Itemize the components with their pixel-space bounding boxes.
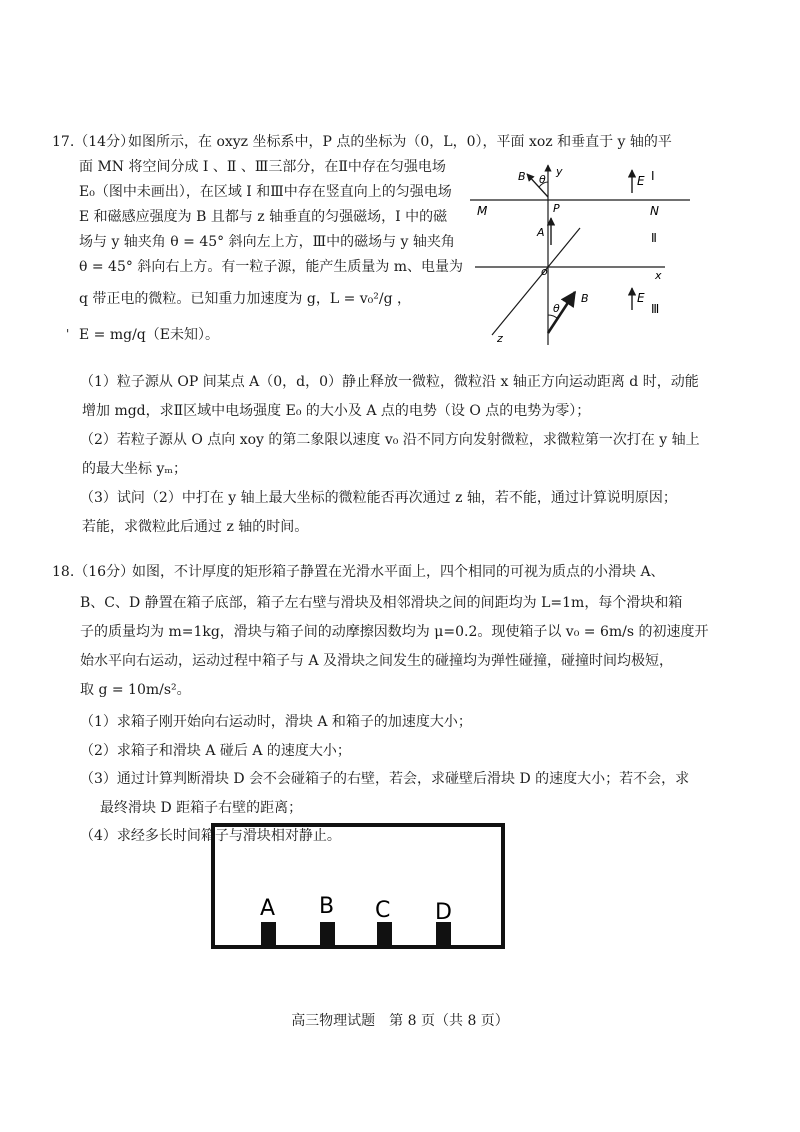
q17-line8: E = mg/q（E未知）。 bbox=[79, 327, 219, 343]
q18-line2: B、C、D 静置在箱子底部，箱子左右壁与滑块及相邻滑块之间的间距均为 L=1m，每个滑块和箱 bbox=[80, 595, 683, 611]
slider-d bbox=[436, 922, 451, 945]
label-slider-c: C bbox=[375, 898, 391, 923]
label-region-1: Ⅰ bbox=[651, 169, 655, 183]
q18-stem bbox=[80, 589, 709, 705]
label-theta-lower: θ bbox=[553, 302, 560, 315]
q17-line1: 如图所示，在 oxyz 坐标系中，P 点的坐标为（0，L，0），平面 xoz 和垂直于 y 轴的平 bbox=[128, 134, 672, 150]
label-region-2: Ⅱ bbox=[651, 231, 657, 245]
label-a: A bbox=[537, 226, 545, 239]
q18-sub1: （1）求箱子刚开始向右运动时，滑块 A 和箱子的加速度大小； bbox=[80, 714, 472, 730]
slider-a bbox=[261, 922, 276, 945]
box-outline bbox=[213, 825, 503, 947]
label-slider-d: D bbox=[435, 900, 452, 925]
label-b-upper: B bbox=[518, 170, 526, 183]
q18-line1: 如图，不计厚度的矩形箱子静置在光滑水平面上，四个相同的可视为质点的小滑块 A、 bbox=[132, 564, 665, 580]
q18-line3: 子的质量均为 m=1kg，滑块与箱子间的动摩擦因数均为 μ=0.2。现使箱子以 v₀ = 6m/s 的初速度开 bbox=[80, 624, 709, 640]
q17-line5: 场与 y 轴夹角 θ = 45° 斜向左上方，Ⅲ中的磁场与 y 轴夹角 bbox=[79, 234, 455, 250]
label-x: x bbox=[655, 269, 662, 282]
q18-sub4: （4）求经多长时间箱子与滑块相对静止。 bbox=[80, 828, 341, 844]
q17-subquestions bbox=[80, 368, 700, 542]
q17-stem bbox=[79, 155, 464, 352]
label-b-lower: B bbox=[581, 292, 589, 305]
q17-sub1-line1: （1）粒子源从 OP 间某点 A（0，d，0）静止释放一微粒，微粒沿 x 轴正方向运动距离 d 时，动能 bbox=[80, 374, 699, 390]
label-m: M bbox=[477, 204, 488, 218]
q17-sub1-line2: 增加 mgd，求Ⅱ区域中电场强度 E₀ 的大小及 A 点的电势（设 O 点的电势为零）； bbox=[82, 403, 591, 419]
label-slider-b: B bbox=[319, 894, 335, 919]
q17-line6: θ = 45° 斜向右上方。有一粒子源，能产生质量为 m、电量为 bbox=[79, 259, 464, 275]
label-region-3: Ⅲ bbox=[651, 302, 660, 316]
q17-number: 17.（14分） bbox=[52, 134, 135, 150]
label-e-upper: E bbox=[637, 174, 645, 188]
q17-line3: E₀（图中未画出），在区域 Ⅰ 和Ⅲ中存在竖直向上的匀强电场 bbox=[79, 184, 452, 200]
q17-line7: q 带正电的微粒。已知重力加速度为 g，L = v₀²/g ， bbox=[79, 291, 412, 307]
label-slider-a: A bbox=[260, 896, 276, 921]
label-o: o bbox=[541, 265, 548, 278]
q17-line4: E 和磁感应强度为 B 且都与 z 轴垂直的匀强磁场，Ⅰ 中的磁 bbox=[79, 209, 448, 225]
q18-box-figure bbox=[210, 822, 510, 952]
q18-line5: 取 g = 10m/s²。 bbox=[80, 682, 191, 698]
label-e-lower: E bbox=[637, 291, 645, 305]
q17-sub3-line1: （3）试问（2）中打在 y 轴上最大坐标的微粒能否再次通过 z 轴，若不能，通过计算说明原因； bbox=[80, 490, 677, 506]
q17-sub2-line1: （2）若粒子源从 O 点向 xoy 的第二象限以速度 v₀ 沿不同方向发射微粒，求微粒第一次打在 y 轴上 bbox=[80, 432, 700, 448]
slider-c bbox=[377, 922, 392, 945]
label-n: N bbox=[650, 204, 659, 218]
q18-sub3-line2: 最终滑块 D 距箱子右壁的距离； bbox=[100, 799, 303, 816]
label-y: y bbox=[556, 165, 563, 178]
slider-b bbox=[320, 922, 335, 945]
page-footer: 高三物理试题 第 8 页（共 8 页） bbox=[291, 1013, 509, 1029]
q17-sub2-line2: 的最大坐标 yₘ； bbox=[82, 461, 187, 477]
label-p: P bbox=[553, 202, 560, 215]
stray-mark: ' bbox=[66, 327, 70, 341]
q17-sub3-line2: 若能，求微粒此后通过 z 轴的时间。 bbox=[82, 519, 309, 535]
label-theta-upper: θ bbox=[539, 173, 546, 186]
q18-sub2: （2）求箱子和滑块 A 碰后 A 的速度大小； bbox=[80, 742, 351, 759]
a-diagonal-line bbox=[548, 228, 580, 267]
q17-line2: 面 MN 将空间分成 Ⅰ 、Ⅱ 、Ⅲ三部分，在Ⅱ中存在匀强电场 bbox=[79, 159, 446, 175]
z-axis bbox=[492, 267, 548, 335]
label-z: z bbox=[497, 332, 503, 345]
q17-figure bbox=[465, 150, 695, 350]
q18-line4: 始水平向右运动，运动过程中箱子与 A 及滑块之间发生的碰撞均为弹性碰撞，碰撞时间均极短， bbox=[80, 653, 674, 669]
q18-sub3-line1: （3）通过计算判断滑块 D 会不会碰箱子的右壁，若会，求碰壁后滑块 D 的速度大小；若不会，求 bbox=[80, 771, 690, 787]
q18-number: 18.（16分） bbox=[52, 564, 135, 580]
